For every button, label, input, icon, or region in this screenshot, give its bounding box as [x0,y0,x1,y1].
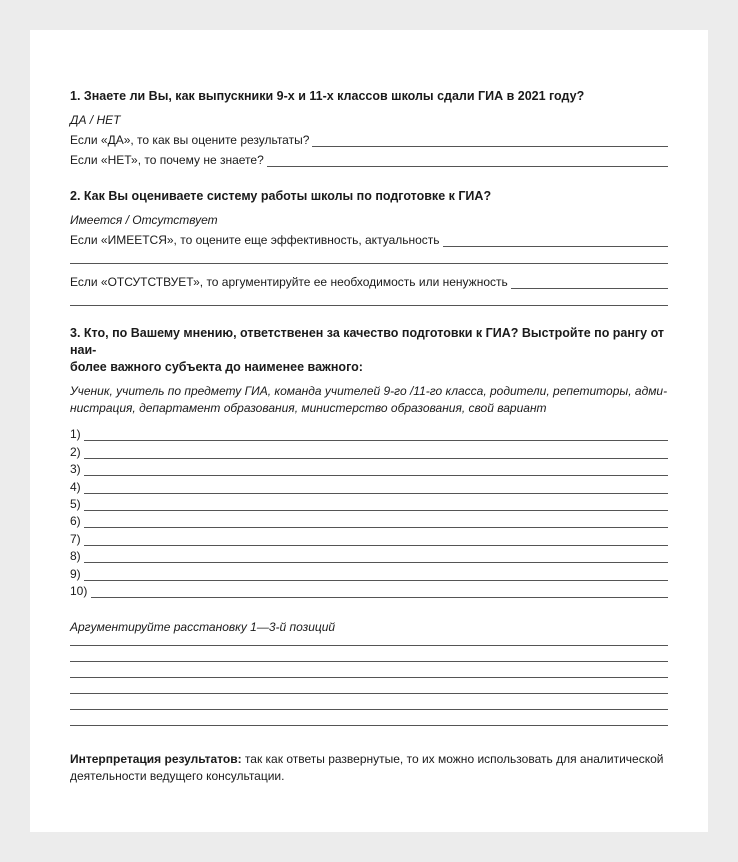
rank-number: 7) [70,531,81,546]
question-1-yes-row [70,132,668,148]
rank-answer-line[interactable] [91,585,668,598]
rank-row [70,564,668,581]
argument-answer-line[interactable] [70,709,668,710]
rank-answer-line[interactable] [84,463,668,476]
rank-row [70,442,668,459]
rank-number: 1) [70,427,81,442]
question-1-no-label: Если «НЕТ», то почему не знаете? [70,153,264,167]
rank-answer-line[interactable] [84,446,668,459]
question-1-yes-answer-line[interactable] [312,134,668,147]
rank-row [70,512,668,529]
questionnaire-content [70,88,668,785]
question-1-options: ДА / НЕТ [70,113,121,127]
rank-number: 8) [70,549,81,564]
argument-answer-line[interactable] [70,693,668,694]
rank-number: 9) [70,566,81,581]
interpretation-line-1 [70,751,668,768]
question-1-title: 1. Знаете ли Вы, как выпускники 9-х и 11-х классов школы сдали ГИА в 2021 году? [70,89,585,103]
question-2-absent-answer-line-2[interactable] [70,305,668,306]
question-3-rank-list [70,425,668,599]
rank-number: 6) [70,514,81,529]
rank-answer-line[interactable] [84,481,668,494]
question-2-exists-label: Если «ИМЕЕТСЯ», то оцените еще эффективность, актуальность [70,233,440,247]
question-2-absent-answer-line[interactable] [511,276,668,289]
rank-number: 3) [70,462,81,477]
question-3-hint-line-2: нистрация, департамент образования, министерство образования, свой вариант [70,401,547,415]
question-3-hint-line-1: Ученик, учитель по предмету ГИА, команда учителей 9-го /11-го класса, родители, репетиторы, адми- [70,384,668,398]
rank-row [70,495,668,512]
rank-number: 10) [70,583,88,598]
rank-answer-line[interactable] [84,515,668,528]
question-2-absent-row [70,274,668,290]
question-3-argument-label: Аргументируйте расстановку 1—3-й позиций [70,619,336,634]
interpretation [70,751,668,785]
rank-row [70,547,668,564]
interpretation-label: Интерпретация результатов: [70,751,242,766]
rank-answer-line[interactable] [84,498,668,511]
question-2-absent-label: Если «ОТСУТСТВУЕТ», то аргументируйте ее необходимость или ненужность [70,275,508,289]
rank-row [70,477,668,494]
rank-number: 5) [70,496,81,511]
question-2-title: 2. Как Вы оцениваете систему работы школы по подготовке к ГИА? [70,189,492,203]
argument-answer-line[interactable] [70,645,668,646]
question-3-title-line-2: более важного субъекта до наименее важного: [70,360,363,374]
rank-row [70,460,668,477]
question-2-exists-answer-line-2[interactable] [70,263,668,264]
argument-answer-line[interactable] [70,677,668,678]
question-3-argument-lines [70,645,668,726]
rank-number: 4) [70,479,81,494]
questionnaire-sheet [30,30,708,832]
question-1-no-row [70,152,668,168]
question-3-title-line-1: 3. Кто, по Вашему мнению, ответственен за качество подготовки к ГИА? Выстройте по рангу от наи- [70,326,665,357]
question-3 [70,325,668,726]
question-3-hint [70,383,668,417]
question-2-exists-row [70,232,668,248]
question-1-yes-label: Если «ДА», то как вы оцените результаты? [70,133,310,147]
rank-row [70,529,668,546]
rank-answer-line[interactable] [84,568,668,581]
question-2-options: Имеется / Отсутствует [70,213,218,227]
question-1-no-answer-line[interactable] [267,154,668,167]
rank-answer-line[interactable] [84,533,668,546]
interpretation-text-2: деятельности ведущего консультации. [70,768,285,783]
question-1 [70,88,668,168]
interpretation-text-1: так как ответы развернутые, то их можно использовать для аналитической [241,751,664,766]
rank-row [70,425,668,442]
rank-answer-line[interactable] [84,550,668,563]
rank-answer-line[interactable] [84,428,668,441]
argument-answer-line[interactable] [70,661,668,662]
question-2-exists-answer-line[interactable] [443,234,668,247]
rank-number: 2) [70,444,81,459]
argument-answer-line[interactable] [70,725,668,726]
question-2 [70,188,668,306]
rank-row [70,582,668,599]
